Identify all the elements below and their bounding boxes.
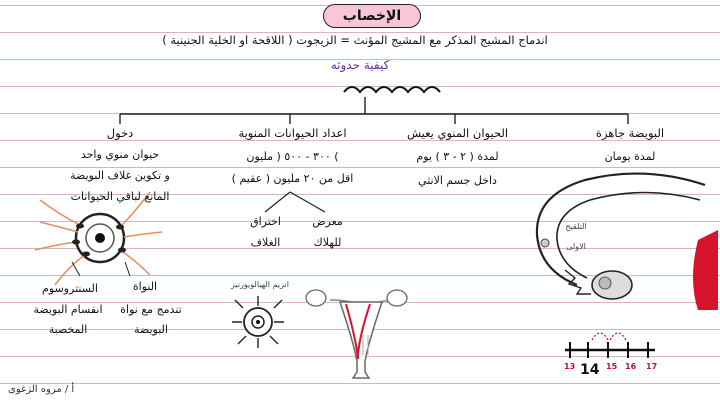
- tick-15: 15: [606, 362, 618, 371]
- wavy-brace: [344, 87, 440, 92]
- enzyme-ovum-drawing: [232, 296, 284, 348]
- subheading: كيفية حدوثه: [330, 58, 390, 72]
- page-title-text: الإخصاب: [342, 8, 402, 24]
- tick-14-highlight: 14: [580, 362, 600, 378]
- col4-line3: المانع لباقي الحيوانات: [70, 190, 170, 203]
- branch2-line2: الغلاف: [250, 236, 281, 249]
- centrosome-desc-line1: انقسام البويضة: [33, 303, 103, 316]
- fertilization-label: التلقيح: [565, 222, 587, 231]
- col3-heading: اعداد الحيوانات المنوية: [238, 126, 347, 140]
- nucleus-label: النواة: [132, 280, 158, 293]
- branch1-line2: للهلاك: [313, 236, 342, 249]
- col2-heading: الحيوان المنوي يعيش: [406, 126, 509, 140]
- col1-heading: البويضة جاهزة: [595, 126, 665, 140]
- col4-line2: و تكوين غلاف البويضة: [70, 169, 170, 182]
- tick-17: 17: [646, 362, 658, 371]
- nucleus-desc-line1: تندمج مع نواة: [120, 303, 182, 316]
- centrosome-desc-line2: المخصبة: [48, 323, 88, 336]
- col4-line1: حيوان منوي واحد: [80, 148, 160, 161]
- nucleus-desc-line2: البويضة: [134, 323, 168, 336]
- branch1-line1: معرض: [312, 215, 343, 228]
- timeline-drawing: [565, 333, 655, 358]
- ovum-sperm-drawing: [35, 192, 162, 285]
- definition-text: اندماج المشيج المذكر مع المشيج المؤنث = الزيجوت ( اللاقحة او الخلية الجنينية ): [162, 33, 548, 47]
- col4-heading: دخول: [106, 126, 134, 140]
- branch2-line1: اختراق: [250, 215, 281, 228]
- first-label: الاولى: [566, 242, 586, 251]
- col3-line2: اقل من ٢٠ مليون ( عقيم ): [231, 172, 354, 185]
- col2-line1: لمدة ( ٢ - ٣ ) يوم: [416, 150, 499, 163]
- centrosome-label: السنتروسوم: [42, 282, 98, 295]
- uterus-drawing: [306, 290, 407, 378]
- col1-line1: لمدة يومان: [604, 150, 656, 163]
- author-credit: أ / مروه الزغوى: [8, 384, 75, 395]
- enzyme-label: انزيم الهيالويورنيز: [230, 280, 289, 289]
- col3-line1: ) ٣٠٠ - ٥٠٠ ( مليون: [246, 150, 339, 163]
- col2-line2: داخل جسم الانثي: [418, 174, 497, 187]
- tick-16: 16: [625, 362, 637, 371]
- tick-13: 13: [564, 362, 576, 371]
